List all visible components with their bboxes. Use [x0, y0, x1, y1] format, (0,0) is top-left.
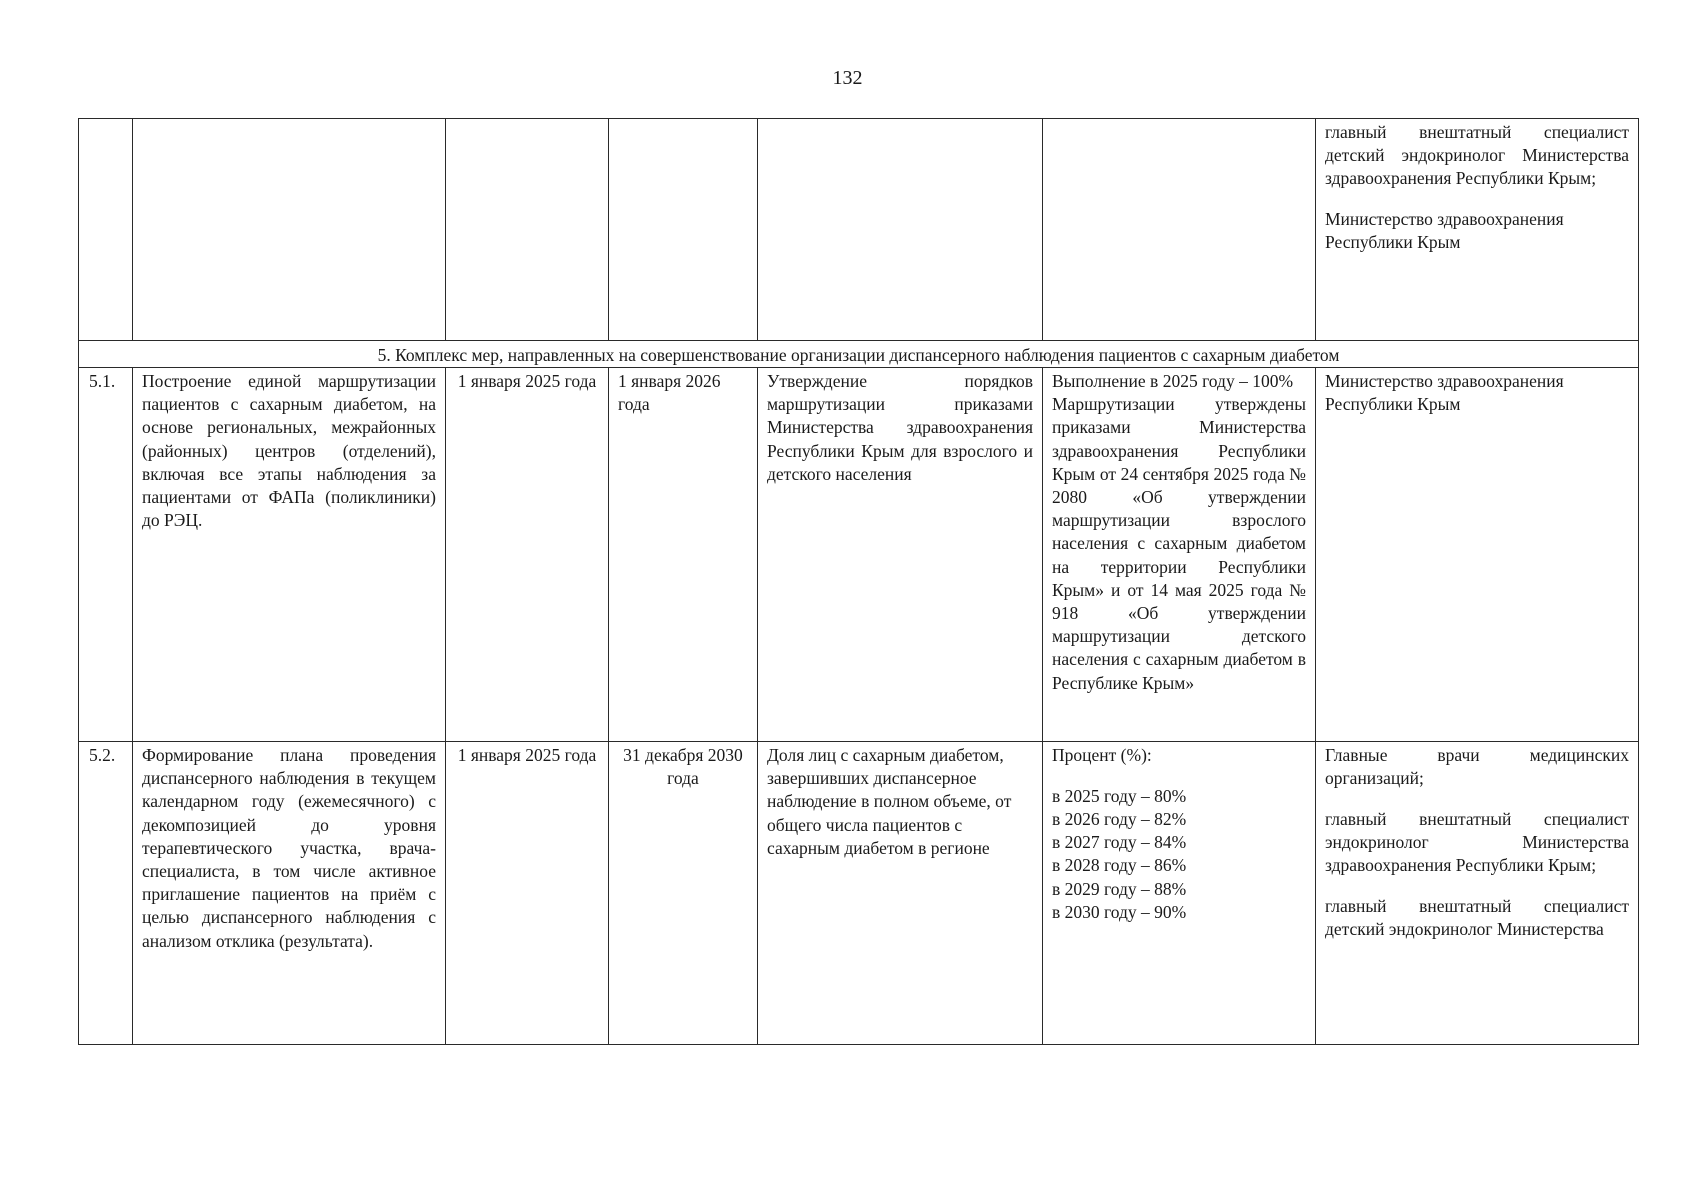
responsible-entry: главный внештатный специалист детский эндокринолог Министерства здравоохранения Республики Крым;: [1325, 122, 1629, 189]
row-start-date: 1 января 2025 года: [446, 742, 609, 1045]
row-measure: Формирование плана проведения диспансерного наблюдения в текущем календарном году (ежемесячного) с декомпозицией до уровня терапевтического участка, врача-специалиста, в том числе активное приглашение пациентов на приём с целью диспансерного наблюдения с анализом отклика (результата).: [133, 742, 446, 1045]
result-item: в 2025 году – 80%: [1052, 785, 1187, 806]
result-item: в 2030 году – 90%: [1052, 901, 1187, 922]
row-result: Выполнение в 2025 году – 100% Маршрутизации утверждены приказами Министерства здравоохранения Республики Крым от 24 сентября 2025 года № 2080 «Об утверждении маршрутизации взрослого населения с сахарным диабетом на территории Республики Крым» и от 14 мая 2025 года № 918 «Об утверждении маршрутизации детского населения с сахарным диабетом в Республике Крым»: [1043, 368, 1316, 742]
responsible-entry: Министерство здравоохранения Республики Крым: [1325, 371, 1564, 415]
cell-result: [1043, 119, 1316, 341]
responsible-entry: Главные врачи медицинских организаций;: [1325, 745, 1629, 789]
row-indicator: Доля лиц с сахарным диабетом, завершивших диспансерное наблюдение в полном объеме, от общего числа пациентов с сахарным диабетом в регионе: [758, 742, 1043, 1045]
plan-table: [78, 118, 1639, 1045]
cell-responsible: [1316, 119, 1639, 341]
cell-number: [79, 119, 133, 341]
cell-start: [446, 119, 609, 341]
result-item: в 2027 году – 84%: [1052, 832, 1187, 853]
result-title: Процент (%):: [1052, 745, 1152, 765]
cell-measure: [133, 119, 446, 341]
table-row: [79, 742, 1639, 1045]
row-responsible: [1316, 742, 1639, 1045]
section-header-row: [79, 341, 1639, 368]
cell-end: [609, 119, 758, 341]
responsible-entry: Министерство здравоохранения Республики Крым: [1325, 209, 1564, 253]
page-number: 132: [832, 67, 863, 89]
row-measure: Построение единой маршрутизации пациентов с сахарным диабетом, на основе региональных, межрайонных (районных) центров (отделений), включая все этапы наблюдения за пациентами от ФАПа (поликлиники) до РЭЦ.: [133, 368, 446, 742]
result-item: в 2028 году – 86%: [1052, 855, 1187, 876]
row-start-date: 1 января 2025 года: [446, 368, 609, 742]
section-header: 5. Комплекс мер, направленных на совершенствование организации диспансерного наблюдения пациентов с сахарным диабетом: [79, 341, 1639, 368]
row-end-date: 1 января 2026 года: [609, 368, 758, 742]
row-result: [1043, 742, 1316, 1045]
continuation-row: [79, 119, 1639, 341]
row-indicator: Утверждение порядков маршрутизации приказами Министерства здравоохранения Республики Крым для взрослого и детского населения: [758, 368, 1043, 742]
responsible-entry: главный внештатный специалист детский эндокринолог Министерства: [1325, 896, 1629, 940]
row-end-date: 31 декабря 2030 года: [609, 742, 758, 1045]
row-responsible: [1316, 368, 1639, 742]
table-row: [79, 368, 1639, 742]
cell-indicator: [758, 119, 1043, 341]
result-item: в 2026 году – 82%: [1052, 808, 1187, 829]
result-item: в 2029 году – 88%: [1052, 878, 1187, 899]
row-number: 5.2.: [79, 742, 133, 1045]
row-number: 5.1.: [79, 368, 133, 742]
responsible-entry: главный внештатный специалист эндокринолог Министерства здравоохранения Республики Крым;: [1325, 808, 1629, 876]
